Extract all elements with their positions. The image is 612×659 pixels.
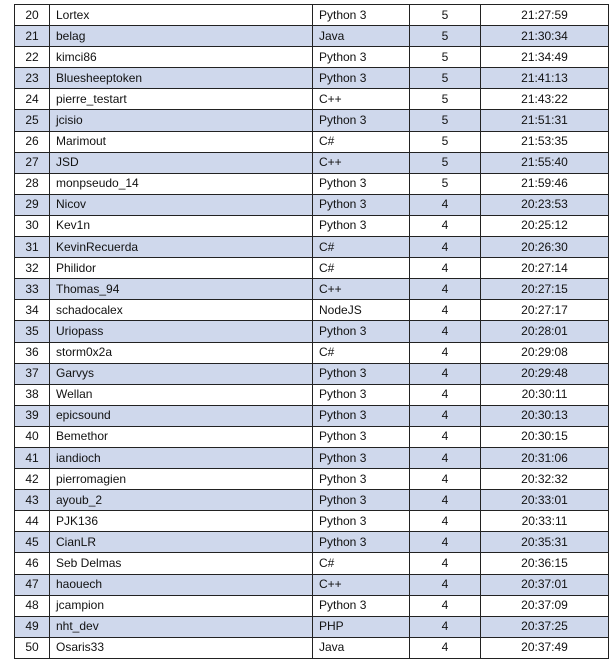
player-name-cell: pierre_testart — [50, 89, 313, 110]
player-name-cell: CianLR — [50, 532, 313, 553]
language-cell: C++ — [313, 152, 410, 173]
score-cell: 4 — [410, 258, 481, 279]
player-name-cell: Garvys — [50, 363, 313, 384]
score-cell: 4 — [410, 595, 481, 616]
rank-cell: 38 — [15, 384, 50, 405]
time-cell: 20:37:09 — [481, 595, 609, 616]
time-cell: 21:30:34 — [481, 26, 609, 47]
table-row — [15, 89, 609, 110]
table-row — [15, 26, 609, 47]
rank-cell: 40 — [15, 426, 50, 447]
table-row — [15, 384, 609, 405]
time-cell: 20:23:53 — [481, 194, 609, 215]
rank-cell: 35 — [15, 321, 50, 342]
rank-cell: 39 — [15, 405, 50, 426]
language-cell: Python 3 — [313, 194, 410, 215]
table-row — [15, 490, 609, 511]
player-name-cell: epicsound — [50, 405, 313, 426]
language-cell: C# — [313, 342, 410, 363]
score-cell: 4 — [410, 342, 481, 363]
rank-cell: 27 — [15, 152, 50, 173]
player-name-cell: Nicov — [50, 194, 313, 215]
language-cell: C# — [313, 258, 410, 279]
table-row — [15, 342, 609, 363]
table-row — [15, 47, 609, 68]
player-name-cell: Marimout — [50, 131, 313, 152]
player-name-cell: Kev1n — [50, 215, 313, 236]
rank-cell: 49 — [15, 616, 50, 637]
language-cell: Python 3 — [313, 511, 410, 532]
player-name-cell: Uriopass — [50, 321, 313, 342]
rank-cell: 45 — [15, 532, 50, 553]
player-name-cell: Seb Delmas — [50, 553, 313, 574]
score-cell: 5 — [410, 47, 481, 68]
score-cell: 4 — [410, 532, 481, 553]
time-cell: 20:35:31 — [481, 532, 609, 553]
score-cell: 4 — [410, 469, 481, 490]
table-row — [15, 110, 609, 131]
table-row — [15, 447, 609, 468]
time-cell: 21:53:35 — [481, 131, 609, 152]
score-cell: 4 — [410, 279, 481, 300]
language-cell: Python 3 — [313, 215, 410, 236]
time-cell: 21:59:46 — [481, 173, 609, 194]
score-cell: 4 — [410, 384, 481, 405]
table-row — [15, 553, 609, 574]
table-row — [15, 616, 609, 637]
time-cell: 20:27:15 — [481, 279, 609, 300]
language-cell: Python 3 — [313, 321, 410, 342]
table-row — [15, 321, 609, 342]
rank-cell: 47 — [15, 574, 50, 595]
table-row — [15, 300, 609, 321]
rank-cell: 50 — [15, 637, 50, 658]
player-name-cell: Thomas_94 — [50, 279, 313, 300]
table-row — [15, 637, 609, 658]
player-name-cell: KevinRecuerda — [50, 237, 313, 258]
rank-cell: 37 — [15, 363, 50, 384]
player-name-cell: iandioch — [50, 447, 313, 468]
time-cell: 20:33:01 — [481, 490, 609, 511]
player-name-cell: jcampion — [50, 595, 313, 616]
ranking-table-body — [15, 5, 609, 659]
language-cell: C++ — [313, 279, 410, 300]
table-row — [15, 237, 609, 258]
table-row — [15, 131, 609, 152]
rank-cell: 21 — [15, 26, 50, 47]
rank-cell: 31 — [15, 237, 50, 258]
time-cell: 20:37:49 — [481, 637, 609, 658]
table-row — [15, 511, 609, 532]
rank-cell: 25 — [15, 110, 50, 131]
language-cell: C# — [313, 131, 410, 152]
table-row — [15, 469, 609, 490]
language-cell: PHP — [313, 616, 410, 637]
table-row — [15, 426, 609, 447]
score-cell: 4 — [410, 490, 481, 511]
time-cell: 21:43:22 — [481, 89, 609, 110]
time-cell: 20:37:25 — [481, 616, 609, 637]
score-cell: 4 — [410, 300, 481, 321]
language-cell: Java — [313, 637, 410, 658]
player-name-cell: Philidor — [50, 258, 313, 279]
player-name-cell: JSD — [50, 152, 313, 173]
language-cell: Python 3 — [313, 5, 410, 26]
player-name-cell: jcisio — [50, 110, 313, 131]
rank-cell: 20 — [15, 5, 50, 26]
language-cell: Python 3 — [313, 363, 410, 384]
language-cell: Python 3 — [313, 469, 410, 490]
time-cell: 21:34:49 — [481, 47, 609, 68]
time-cell: 21:41:13 — [481, 68, 609, 89]
language-cell: Python 3 — [313, 490, 410, 511]
rank-cell: 36 — [15, 342, 50, 363]
time-cell: 20:37:01 — [481, 574, 609, 595]
table-row — [15, 68, 609, 89]
language-cell: C++ — [313, 574, 410, 595]
score-cell: 5 — [410, 5, 481, 26]
player-name-cell: schadocalex — [50, 300, 313, 321]
score-cell: 5 — [410, 152, 481, 173]
rank-cell: 42 — [15, 469, 50, 490]
time-cell: 20:30:15 — [481, 426, 609, 447]
rank-cell: 32 — [15, 258, 50, 279]
rank-cell: 41 — [15, 447, 50, 468]
language-cell: Python 3 — [313, 532, 410, 553]
time-cell: 20:32:32 — [481, 469, 609, 490]
time-cell: 21:51:31 — [481, 110, 609, 131]
rank-cell: 34 — [15, 300, 50, 321]
time-cell: 20:25:12 — [481, 215, 609, 236]
player-name-cell: monpseudo_14 — [50, 173, 313, 194]
time-cell: 20:27:14 — [481, 258, 609, 279]
score-cell: 4 — [410, 447, 481, 468]
rank-cell: 24 — [15, 89, 50, 110]
language-cell: Python 3 — [313, 384, 410, 405]
rank-cell: 43 — [15, 490, 50, 511]
language-cell: Python 3 — [313, 110, 410, 131]
language-cell: Python 3 — [313, 447, 410, 468]
table-row — [15, 152, 609, 173]
language-cell: C# — [313, 237, 410, 258]
score-cell: 4 — [410, 237, 481, 258]
score-cell: 5 — [410, 89, 481, 110]
score-cell: 5 — [410, 110, 481, 131]
table-row — [15, 5, 609, 26]
player-name-cell: kimci86 — [50, 47, 313, 68]
rank-cell: 22 — [15, 47, 50, 68]
table-row — [15, 173, 609, 194]
language-cell: C++ — [313, 89, 410, 110]
time-cell: 20:30:11 — [481, 384, 609, 405]
player-name-cell: PJK136 — [50, 511, 313, 532]
score-cell: 4 — [410, 616, 481, 637]
ranking-sheet — [14, 4, 608, 659]
score-cell: 5 — [410, 131, 481, 152]
time-cell: 20:33:11 — [481, 511, 609, 532]
table-row — [15, 363, 609, 384]
rank-cell: 33 — [15, 279, 50, 300]
score-cell: 4 — [410, 574, 481, 595]
table-row — [15, 279, 609, 300]
language-cell: Python 3 — [313, 173, 410, 194]
player-name-cell: ayoub_2 — [50, 490, 313, 511]
time-cell: 20:29:08 — [481, 342, 609, 363]
time-cell: 20:36:15 — [481, 553, 609, 574]
score-cell: 4 — [410, 511, 481, 532]
score-cell: 5 — [410, 26, 481, 47]
table-row — [15, 405, 609, 426]
score-cell: 4 — [410, 363, 481, 384]
ranking-table — [14, 4, 609, 659]
player-name-cell: storm0x2a — [50, 342, 313, 363]
rank-cell: 29 — [15, 194, 50, 215]
score-cell: 4 — [410, 553, 481, 574]
player-name-cell: Bemethor — [50, 426, 313, 447]
rank-cell: 23 — [15, 68, 50, 89]
table-row — [15, 595, 609, 616]
player-name-cell: Osaris33 — [50, 637, 313, 658]
time-cell: 20:27:17 — [481, 300, 609, 321]
player-name-cell: Wellan — [50, 384, 313, 405]
table-row — [15, 574, 609, 595]
score-cell: 4 — [410, 215, 481, 236]
player-name-cell: Bluesheeptoken — [50, 68, 313, 89]
player-name-cell: haouech — [50, 574, 313, 595]
time-cell: 21:27:59 — [481, 5, 609, 26]
time-cell: 20:30:13 — [481, 405, 609, 426]
time-cell: 20:31:06 — [481, 447, 609, 468]
language-cell: C# — [313, 553, 410, 574]
rank-cell: 44 — [15, 511, 50, 532]
language-cell: Python 3 — [313, 47, 410, 68]
rank-cell: 26 — [15, 131, 50, 152]
score-cell: 4 — [410, 637, 481, 658]
language-cell: NodeJS — [313, 300, 410, 321]
language-cell: Python 3 — [313, 426, 410, 447]
language-cell: Python 3 — [313, 405, 410, 426]
language-cell: Python 3 — [313, 68, 410, 89]
score-cell: 4 — [410, 194, 481, 215]
table-row — [15, 215, 609, 236]
table-row — [15, 194, 609, 215]
score-cell: 4 — [410, 321, 481, 342]
table-row — [15, 258, 609, 279]
score-cell: 4 — [410, 405, 481, 426]
time-cell: 21:55:40 — [481, 152, 609, 173]
score-cell: 5 — [410, 173, 481, 194]
rank-cell: 46 — [15, 553, 50, 574]
rank-cell: 48 — [15, 595, 50, 616]
language-cell: Java — [313, 26, 410, 47]
table-row — [15, 532, 609, 553]
language-cell: Python 3 — [313, 595, 410, 616]
time-cell: 20:28:01 — [481, 321, 609, 342]
player-name-cell: pierromagien — [50, 469, 313, 490]
rank-cell: 30 — [15, 215, 50, 236]
player-name-cell: nht_dev — [50, 616, 313, 637]
player-name-cell: Lortex — [50, 5, 313, 26]
score-cell: 4 — [410, 426, 481, 447]
player-name-cell: belag — [50, 26, 313, 47]
rank-cell: 28 — [15, 173, 50, 194]
time-cell: 20:29:48 — [481, 363, 609, 384]
time-cell: 20:26:30 — [481, 237, 609, 258]
score-cell: 5 — [410, 68, 481, 89]
